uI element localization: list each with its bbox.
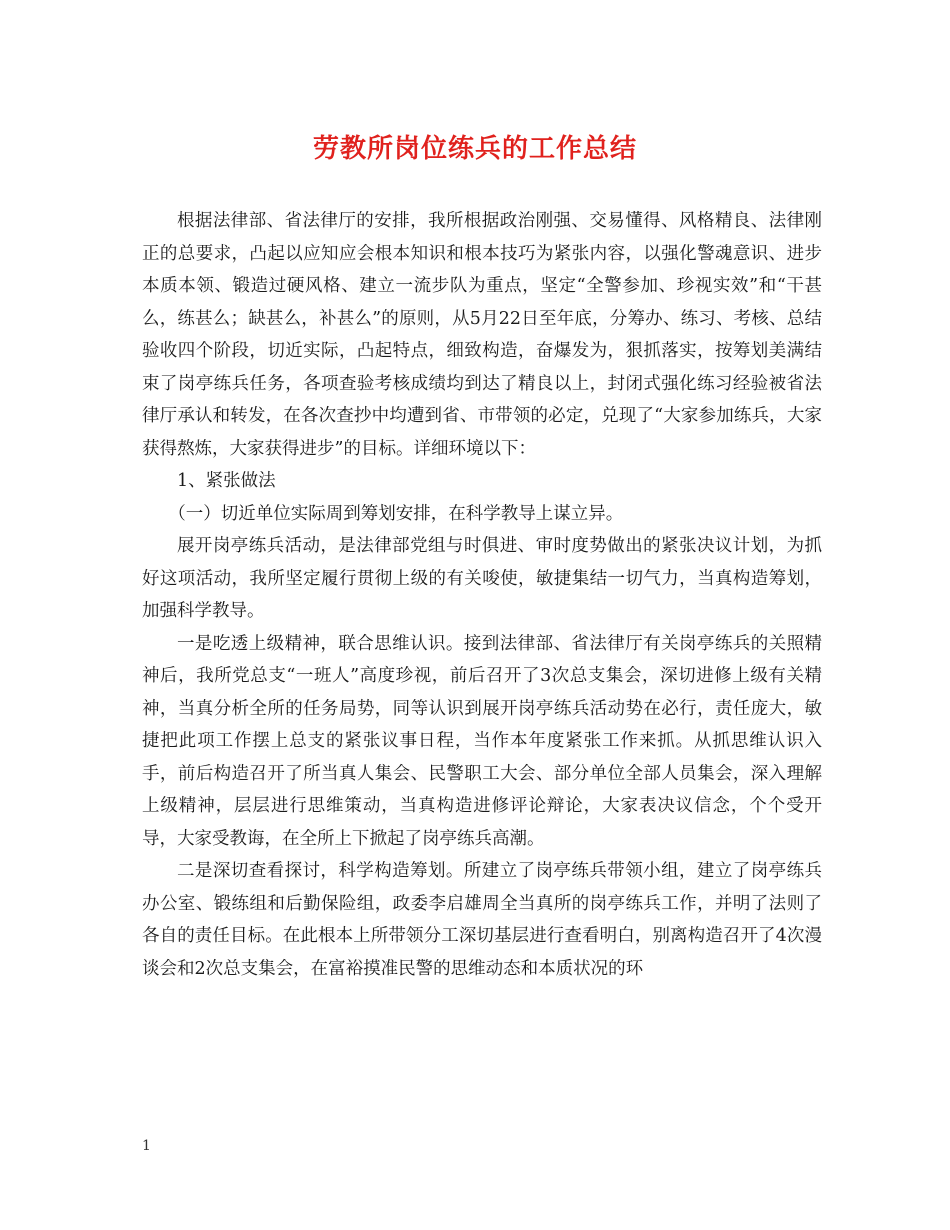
document-title: 劳教所岗位练兵的工作总结 (312, 134, 637, 164)
document-body (142, 205, 822, 985)
page-number: 1 (142, 1138, 151, 1154)
section-heading: 1、紧张做法 (177, 471, 276, 491)
paragraph: 二是深切查看探讨，科学构造筹划。所建立了岗亭练兵带领小组，建立了岗亭练兵办公室、锻练组和后勤保险组，政委李启雄周全当真所的岗亭练兵工作，并明了法则了各自的责任目标。在此根本上所带领分工深切基层进行查看明白，别离构造召开了4次漫谈会和2次总支集会，在富裕摸准民警的思维动态和本质状况的环 (142, 861, 822, 979)
paragraph-intro: 根据法律部、省法律厅的安排，我所根据政治刚强、交易懂得、风格精良、法律刚正的总要求，凸起以应知应会根本知识和根本技巧为紧张内容，以强化警魂意识、进步本质本领、锻造过硬风格、建立一流步队为重点，坚定“全警参加、珍视实效”和“干甚么，练甚么；缺甚么，补甚么”的原则，从5月22日至年底，分筹办、练习、考核、总结验收四个阶段，切近实际，凸起特点，细致构造，奋爆发为，狠抓落实，按筹划美满结束了岗亭练兵任务，各项查验考核成绩均到达了精良以上，封闭式强化练习经验被省法律厅承认和转发，在各次查抄中均遭到省、市带领的必定，兑现了“大家参加练兵，大家获得熬炼，大家获得进步”的目标。详细环境以下： (142, 211, 822, 459)
paragraph: 一是吃透上级精神，联合思维认识。接到法律部、省法律厅有关岗亭练兵的关照精神后，我所党总支“一班人”高度珍视，前后召开了3次总支集会，深切进修上级有关精神，当真分析全所的任务局势，同等认识到展开岗亭练兵活动势在必行，责任庞大，敏捷把此项工作摆上总支的紧张议事日程，当作本年度紧张工作来抓。从抓思维认识入手，前后构造召开了所当真人集会、民警职工大会、部分单位全部人员集会，深入理解上级精神，层层进行思维策动，当真构造进修评论辩论，大家表决议信念，个个受开导，大家受教诲，在全所上下掀起了岗亭练兵高潮。 (142, 633, 822, 849)
subsection-heading: （一）切近单位实际周到筹划安排，在科学教导上谋立异。 (168, 503, 624, 524)
paragraph: 展开岗亭练兵活动，是法律部党组与时俱进、审时度势做出的紧张决议计划，为抓好这项活动，我所坚定履行贯彻上级的有关唆使，敏捷集结一切气力，当真构造筹划，加强科学教导。 (142, 536, 822, 621)
